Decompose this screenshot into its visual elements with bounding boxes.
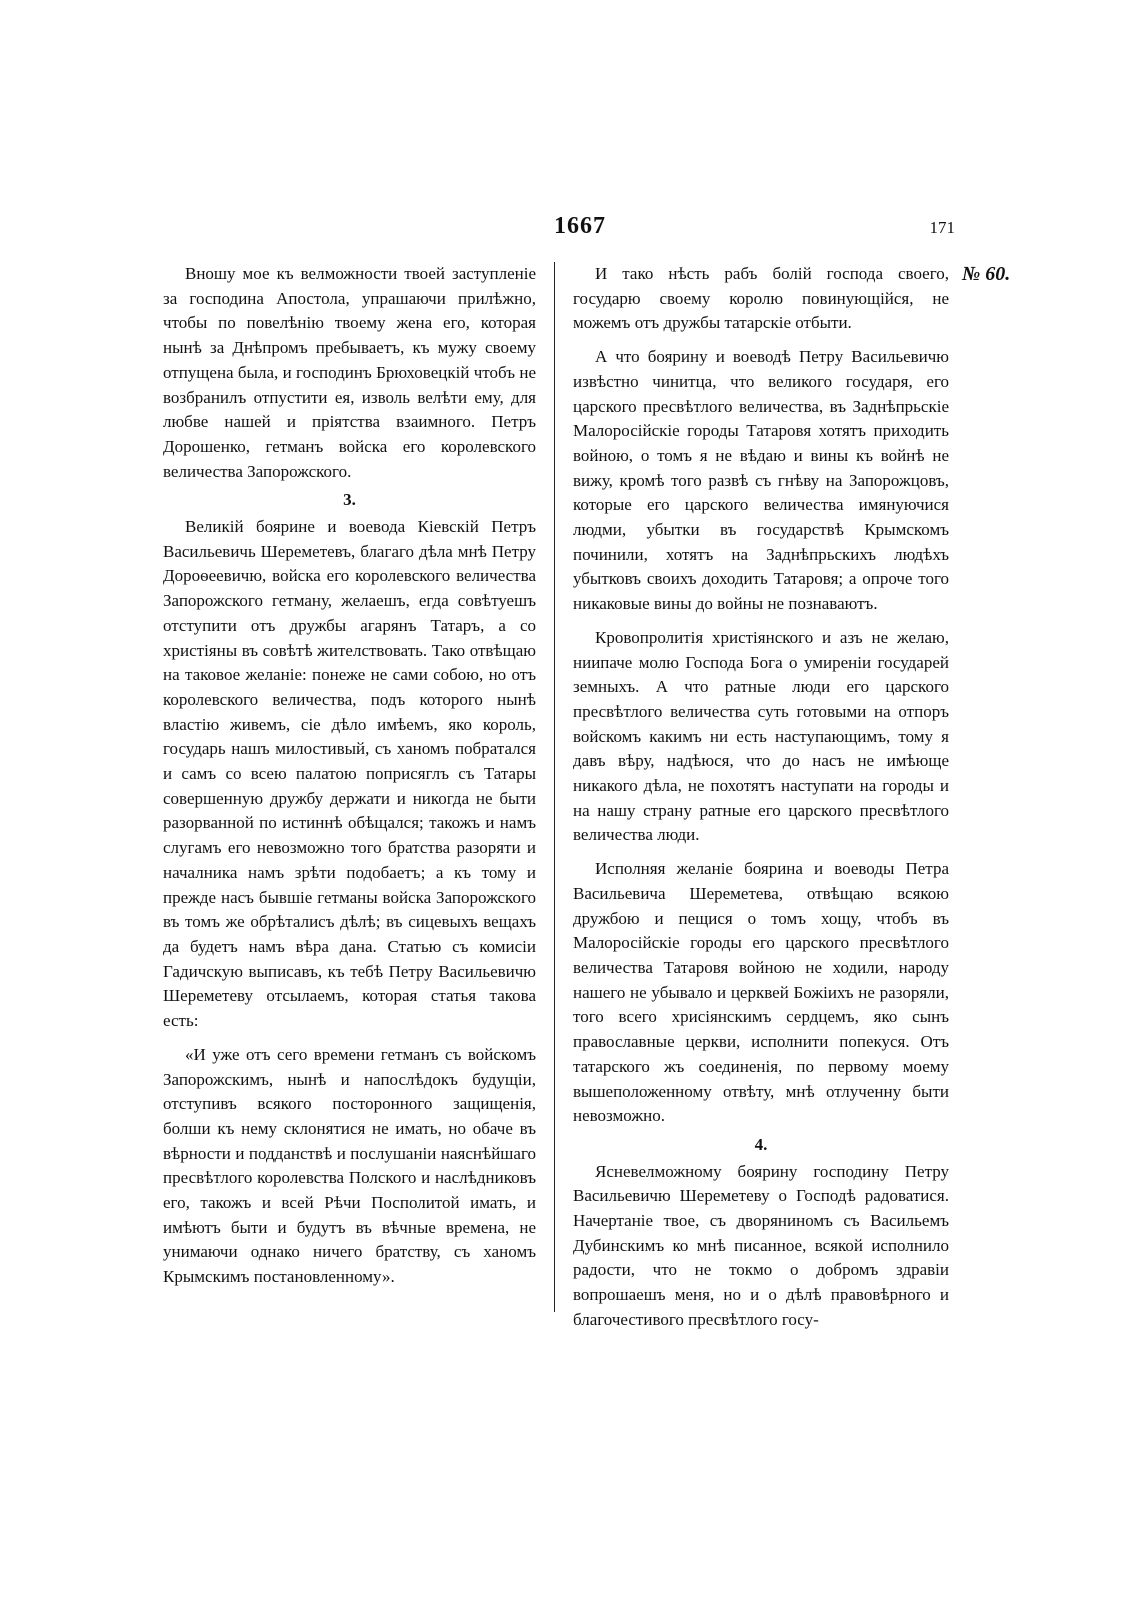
document-number: № 60.	[962, 263, 1011, 285]
right-paragraph-2: А что боярину и воеводѣ Петру Васильевичю извѣстно чинитца, что великого государя, его царского пресвѣтлого величества, въ Заднѣпрьскіе Малоросійскіе городы Татаровя хотятъ приходить войною, о томъ я не вѣдаю и вины къ войнѣ не вижу, кромѣ того развѣ съ гнѣву на Запорожцовъ, которые его царского величества имянуючися людми, убытки въ государствѣ Крымскомъ починили, хотятъ на Заднѣпрьскихъ людѣхъ убытковъ своихъ доходить Татаровя; а опроче того никаковые вины до войны не познаваютъ.	[573, 347, 949, 614]
right-paragraph-1: И тако нѣсть рабъ болій господа своего, государю своему королю повинующійся, не можемъ отъ дружбы татарскіе отбыти.	[573, 264, 949, 333]
page-number: 171	[929, 218, 955, 237]
left-paragraph-1: Вношу мое къ велможности твоей заступленіе за господина Апостола, упрашаючи прилѣжно, чтобы по повелѣнію твоему жена его, которая нынѣ за Днѣпромъ пребываетъ, къ мужу своему отпущена была, и господинъ Брюховецкій чтобъ не возбранилъ отпустити ея, изволь велѣти ему, для любве нашей и пріятства взаимного. Петръ Дорошенко, гетманъ войска его королевского величества Запорожского.	[163, 264, 536, 481]
right-paragraph-4: Исполняя желаніе боярина и воеводы Петра Васильевича Шереметева, отвѣщаю всякою дружбою и пещися о томъ хощу, чтобъ въ Малоросійскіе городы его царского пресвѣтлого величества Татаровя войною не ходили, народу нашего не убывало и церквей Божіихъ не разоряли, того всего хрисіянскимъ сердцемъ, яко сынъ православные церкви, исполнити попекуся. Отъ татарского жъ соединенія, по первому моему вышеположенному отвѣту, мнѣ отлученну быти невозможно.	[573, 859, 949, 1126]
left-column	[163, 262, 536, 1290]
section-number-4: 4.	[754, 1134, 768, 1154]
right-column	[573, 262, 949, 1333]
column-divider	[554, 262, 555, 1312]
section-number-3: 3.	[343, 490, 356, 510]
right-paragraph-3: Кровопролитія христіянского и азъ не желаю, ниипаче молю Господа Бога о умиреніи государей земныхъ. А что ратные люди его царского пресвѣтлого величества суть готовыми на отпоръ войскомъ какимъ ни есть наступающимъ, тому я давъ вѣру, надѣюся, что до насъ не имѣюще никакого дѣла, не похотятъ наступати на городы и на нашу страну ратные его царского пресвѣтлого величества люди.	[573, 627, 949, 845]
left-paragraph-3: «И уже отъ сего времени гетманъ съ войскомъ Запорожскимъ, нынѣ и напослѣдокъ будущіи, отступивъ всякого посторонного защищенія, болши къ нему склонятися не имать, но обаче въ вѣрности и подданствѣ и послушаніи наяснѣйшаго пресвѣтлого королевства Полского и наслѣдниковъ его, такожъ и всей Рѣчи Посполитой имать, и имѣютъ быти и будутъ въ вѣчные времена, не унимаючи однако ничего братству, съ ханомъ Крымскимъ постановленному».	[163, 1044, 536, 1287]
right-paragraph-5: Ясневелможному боярину господину Петру Васильевичю Шереметеву о Господѣ радоватися. Начертаніе твое, съ дворяниномъ съ Васильемъ Дубинскимъ ко мнѣ писанное, всякой исполнило радости, что не токмо о добромъ здравіи вопрошаешъ меня, но и о дѣлѣ правовѣрного и благочестивого пресвѣтлого госу-	[573, 1161, 949, 1329]
left-paragraph-2: Великій бояринe и воевода Кіевскій Петръ Васильевичь Шереметевъ, благаго дѣла мнѣ Петру Дороѳеевичю, войска его королевского величества Запорожского гетману, желаешъ, егда совѣтуешъ отступити отъ дружбы агарянъ Татаръ, а со христіяны въ совѣтѣ жителствовать. Тако отвѣщаю на таковое желаніе: понеже не сами собою, но отъ королевского величества, подъ которого нынѣ властію живемъ, сіе дѣло имѣемъ, яко король, государь нашъ милостивый, съ ханомъ побратался и самъ со всею палатою поприсяглъ съ Татары совершенную дружбу держати и никогда не быти разорванной по истиннѣ обѣщался; такожъ и намъ слугамъ его невозможно того братства разоряти и началника намъ зрѣти подобаетъ; а къ тому и прежде насъ бывшіе гетманы войска Запорожского въ томъ же обрѣталисъ дѣлѣ; въ сицевыхъ вещахъ да будетъ намъ вѣра дана. Статью съ комисіи Гадичскую выписавъ, къ тебѣ Петру Васильевичю Шереметеву отсылаемъ, которая статья такова есть:	[163, 517, 536, 1031]
page-year: 1667	[554, 213, 606, 239]
